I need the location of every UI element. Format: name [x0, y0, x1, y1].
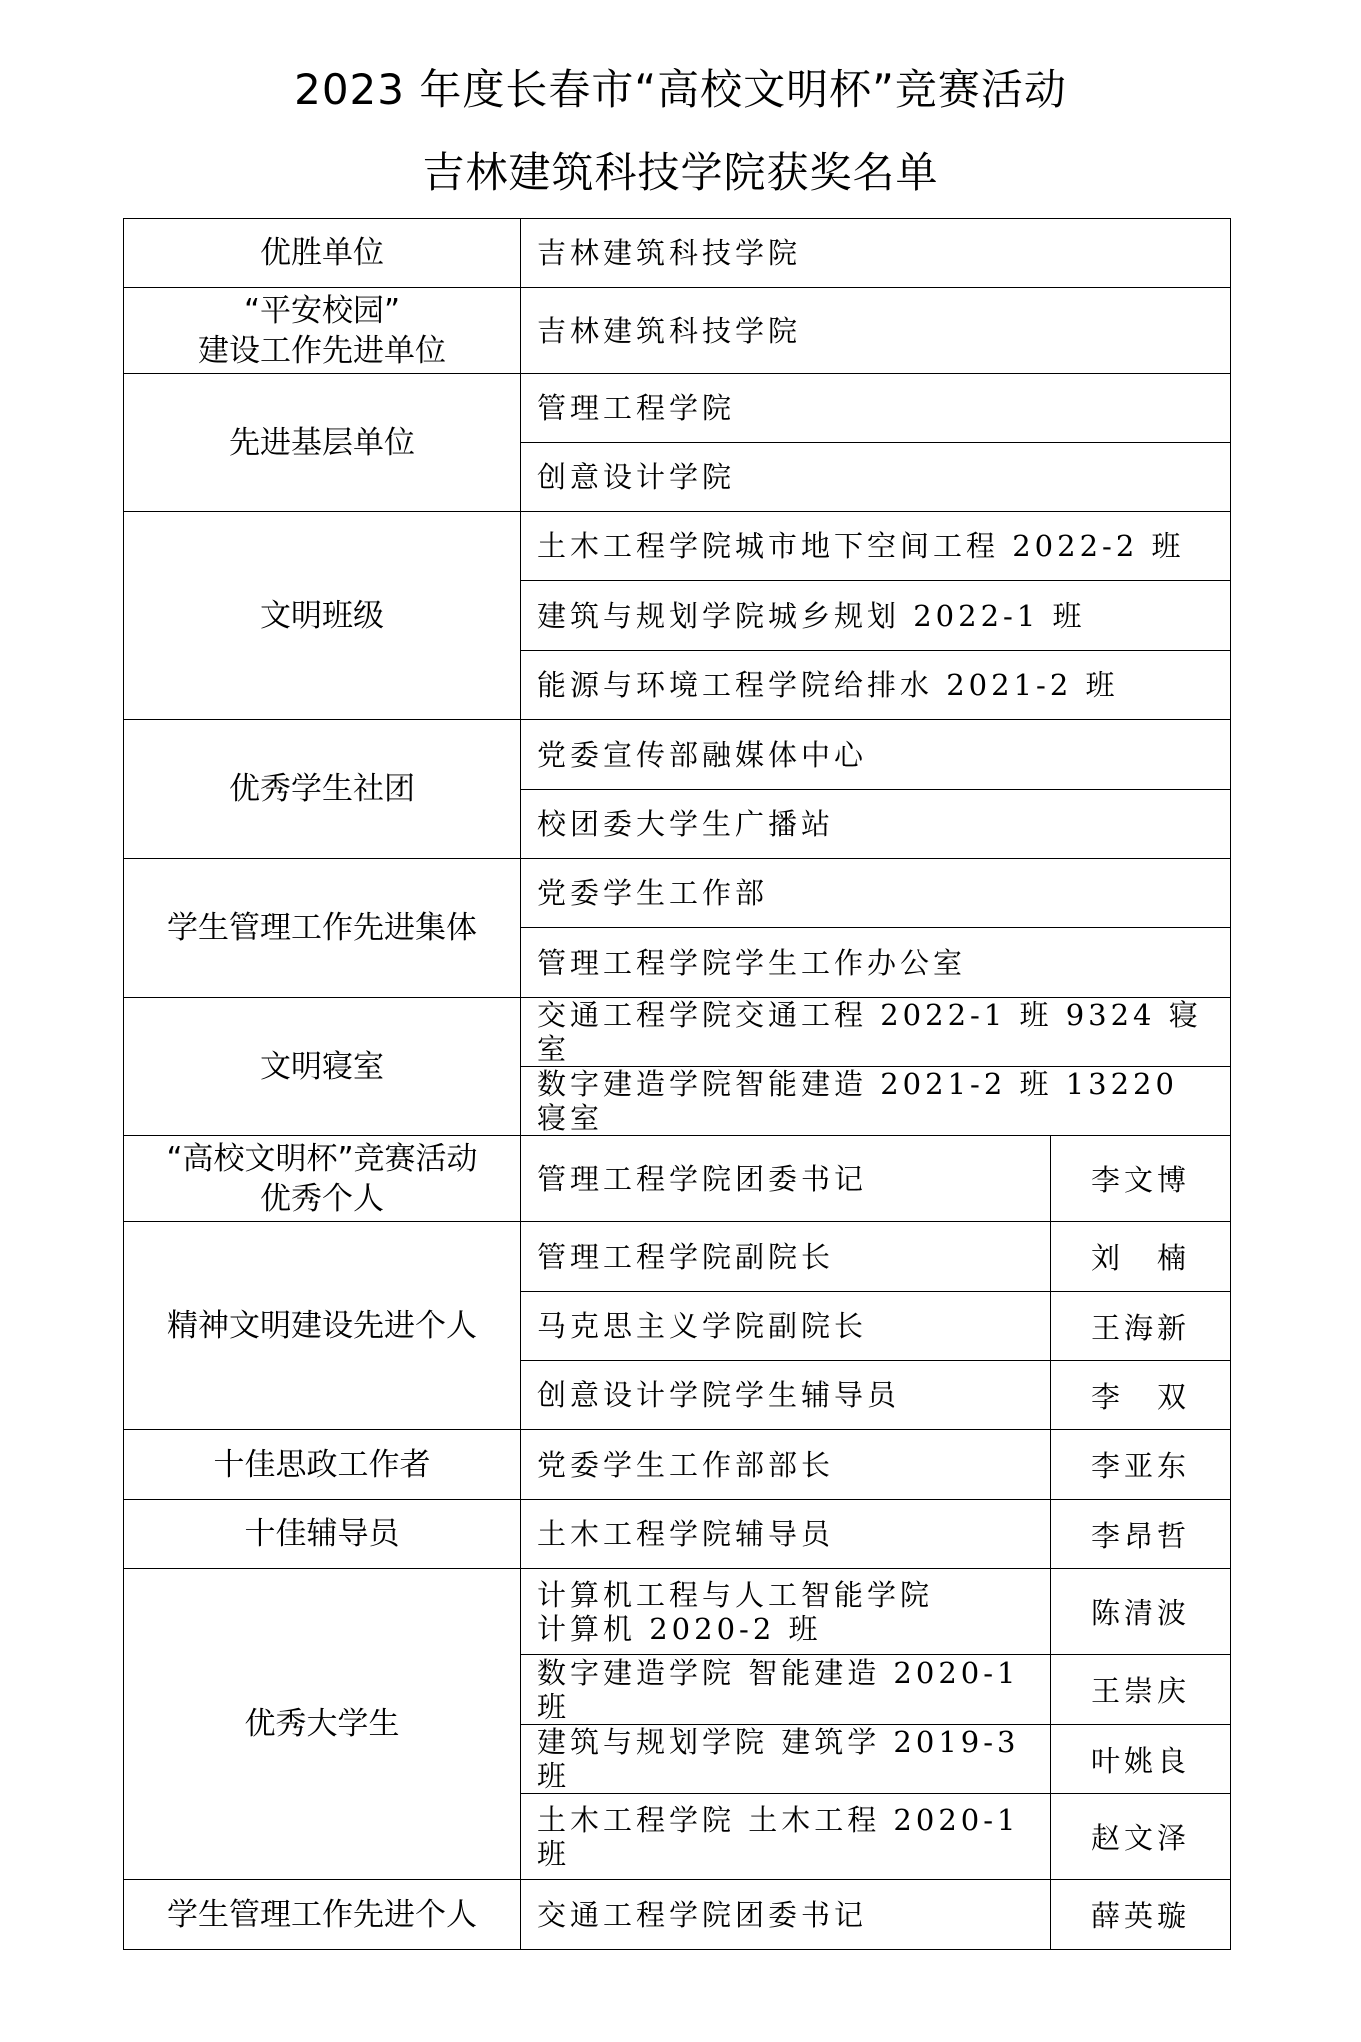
award-entry: 管理工程学院	[521, 374, 1231, 443]
award-category: 十佳思政工作者	[124, 1430, 521, 1500]
award-entry: 党委宣传部融媒体中心	[521, 720, 1231, 790]
awards-table	[123, 218, 1231, 1950]
award-entry: 吉林建筑科技学院	[521, 288, 1231, 374]
table-row	[124, 720, 1231, 790]
awardee-name: 李亚东	[1051, 1430, 1231, 1500]
table-row	[124, 374, 1231, 443]
table-row	[124, 1430, 1231, 1500]
award-category: 十佳辅导员	[124, 1500, 521, 1569]
award-category: 文明寝室	[124, 998, 521, 1136]
award-entry: 数字建造学院 智能建造 2020-1 班	[521, 1655, 1051, 1725]
awardee-name: 薛英璇	[1051, 1880, 1231, 1950]
awardee-name: 李昂哲	[1051, 1500, 1231, 1569]
award-category: 优秀学生社团	[124, 720, 521, 859]
award-category	[124, 288, 521, 374]
award-entry: 管理工程学院副院长	[521, 1222, 1051, 1292]
award-category: 学生管理工作先进个人	[124, 1880, 521, 1950]
award-entry: 党委学生工作部部长	[521, 1430, 1051, 1500]
award-entry: 数字建造学院智能建造 2021-2 班 13220 寝室	[521, 1067, 1231, 1136]
award-category-line: 建设工作先进单位	[198, 332, 446, 369]
table-row	[124, 288, 1231, 374]
awardee-name: 刘 楠	[1051, 1222, 1231, 1292]
award-category	[124, 1136, 521, 1222]
table-row	[124, 859, 1231, 928]
award-category-line: “平安校园”	[243, 292, 401, 329]
awardee-name: 陈清波	[1051, 1569, 1231, 1655]
award-category: 优秀大学生	[124, 1569, 521, 1880]
awardee-name: 李 双	[1051, 1361, 1231, 1430]
award-entry: 土木工程学院 土木工程 2020-1 班	[521, 1794, 1051, 1880]
award-entry: 建筑与规划学院 建筑学 2019-3 班	[521, 1725, 1051, 1794]
table-row	[124, 1222, 1231, 1292]
award-category-line: 优秀个人	[260, 1180, 384, 1217]
award-entry: 土木工程学院城市地下空间工程 2022-2 班	[521, 512, 1231, 581]
award-entry-line: 计算机工程与人工智能学院	[537, 1577, 934, 1612]
award-entry: 创意设计学院	[521, 443, 1231, 512]
award-category: 先进基层单位	[124, 374, 521, 512]
award-category-line: “高校文明杯”竞赛活动	[166, 1140, 478, 1177]
award-entry: 建筑与规划学院城乡规划 2022-1 班	[521, 581, 1231, 651]
table-row	[124, 219, 1231, 288]
document-title-line-1: 2023 年度长春市“高校文明杯”竞赛活动	[294, 65, 1067, 114]
award-entry: 校团委大学生广播站	[521, 790, 1231, 859]
award-category: 学生管理工作先进集体	[124, 859, 521, 998]
award-entry: 创意设计学院学生辅导员	[521, 1361, 1051, 1430]
award-entry	[521, 1569, 1051, 1655]
award-entry-line: 计算机 2020-2 班	[537, 1611, 822, 1646]
table-row	[124, 1880, 1231, 1950]
awardee-name: 叶姚良	[1051, 1725, 1231, 1794]
awardee-name: 赵文泽	[1051, 1794, 1231, 1880]
table-row	[124, 1136, 1231, 1222]
awardee-name: 王海新	[1051, 1292, 1231, 1361]
award-category: 精神文明建设先进个人	[124, 1222, 521, 1430]
award-entry: 吉林建筑科技学院	[521, 219, 1231, 288]
table-row	[124, 998, 1231, 1067]
award-entry: 土木工程学院辅导员	[521, 1500, 1051, 1569]
award-entry: 马克思主义学院副院长	[521, 1292, 1051, 1361]
table-row	[124, 1569, 1231, 1655]
award-category: 优胜单位	[124, 219, 521, 288]
award-entry: 管理工程学院团委书记	[521, 1136, 1051, 1222]
awardee-name: 王崇庆	[1051, 1655, 1231, 1725]
award-entry: 交通工程学院交通工程 2022-1 班 9324 寝室	[521, 998, 1231, 1067]
table-row	[124, 512, 1231, 581]
award-entry: 管理工程学院学生工作办公室	[521, 928, 1231, 998]
award-category: 文明班级	[124, 512, 521, 720]
table-row	[124, 1500, 1231, 1569]
award-entry: 交通工程学院团委书记	[521, 1880, 1051, 1950]
document-title-line-2: 吉林建筑科技学院获奖名单	[422, 148, 939, 197]
award-entry: 能源与环境工程学院给排水 2021-2 班	[521, 651, 1231, 720]
award-entry: 党委学生工作部	[521, 859, 1231, 928]
awardee-name: 李文博	[1051, 1136, 1231, 1222]
